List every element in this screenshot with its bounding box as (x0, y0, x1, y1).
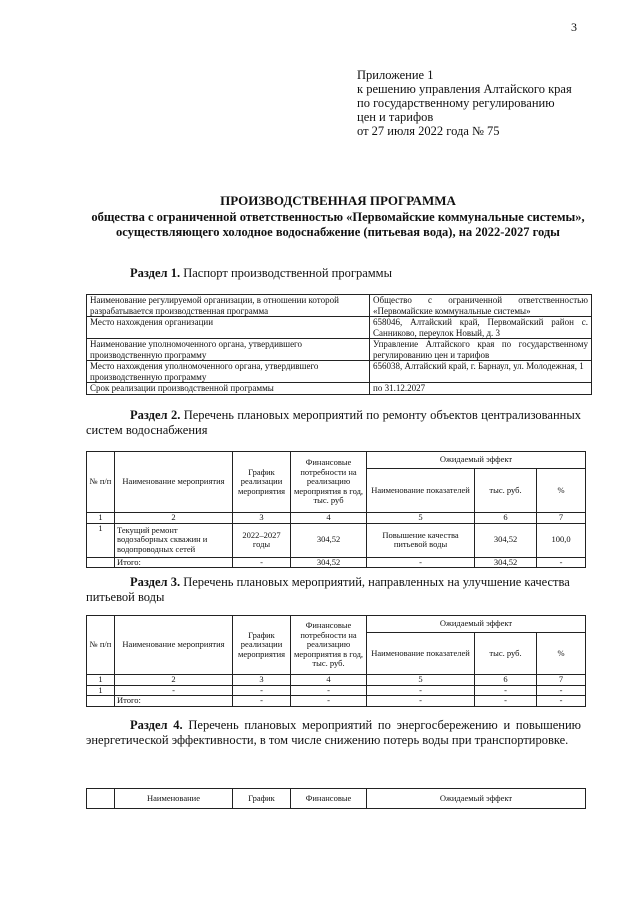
col-number: 5 (367, 513, 475, 524)
passport-value: Общество с ограниченной ответственностью «Первомайские коммунальные системы» (370, 295, 592, 317)
section3-heading (86, 575, 581, 605)
cell-num: 1 (87, 685, 115, 696)
col-header-effect: Ожидаемый эффект (367, 452, 586, 469)
section2-heading (86, 408, 581, 438)
document-title: ПРОИЗВОДСТВЕННАЯ ПРОГРАММА (220, 193, 456, 208)
col-header-finance: Финансовые потребности на реализацию мероприятия в год, тыс. руб. (291, 616, 367, 675)
col-header-name: Наименование мероприятия (115, 616, 233, 675)
section1-label: Раздел 1. (130, 266, 181, 280)
passport-value: Управление Алтайского края по государственному регулированию цен и тарифов (370, 339, 592, 361)
energy-saving-table (86, 788, 586, 809)
section2-label: Раздел 2. (130, 408, 181, 422)
cell-schedule: - (233, 557, 291, 568)
table-row (87, 383, 592, 395)
col-number-row (87, 513, 586, 524)
table-total-row (87, 696, 586, 707)
col-header-num (87, 789, 115, 809)
table-row (87, 317, 592, 339)
table-header-row (87, 616, 586, 633)
passport-value: 658046, Алтайский край, Первомайский район с. Санниково, переулок Новый, д. 3 (370, 317, 592, 339)
document-subtitle: общества с ограниченной ответственностью «Первомайские коммунальные системы», осуществляющего холодное водоснабжение (питьевая вода), на 2022-2027 годы (91, 210, 585, 239)
cell-indicators: Повышение качества питьевой воды (367, 523, 475, 557)
table-total-row (87, 557, 586, 568)
col-header-schedule: График (233, 789, 291, 809)
cell-finance: 304,52 (291, 557, 367, 568)
appendix-block (357, 68, 627, 138)
col-header-thousand: тыс. руб. (475, 469, 537, 513)
col-number: 4 (291, 675, 367, 686)
col-header-thousand: тыс. руб. (475, 633, 537, 675)
col-number: 7 (537, 513, 586, 524)
section1-text: Паспорт производственной программы (183, 266, 392, 280)
passport-value: по 31.12.2027 (370, 383, 592, 395)
cell-num (87, 696, 115, 707)
cell-percent: 100,0 (537, 523, 586, 557)
passport-name: Наименование уполномоченного органа, утвердившего производственную программу (87, 339, 370, 361)
col-header-num: № п/п (87, 616, 115, 675)
table-header-row (87, 789, 586, 809)
cell-thousand: - (475, 696, 537, 707)
cell-percent: - (537, 685, 586, 696)
col-header-finance: Финансовые потребности на реализацию мероприятия в год, тыс. руб (291, 452, 367, 513)
col-header-indicators: Наименование показателей (367, 633, 475, 675)
appendix-line: Приложение 1 (357, 68, 434, 82)
col-number: 7 (537, 675, 586, 686)
table-row (87, 361, 592, 383)
passport-name: Место нахождения уполномоченного органа, утвердившего производственную программу (87, 361, 370, 383)
cell-schedule: - (233, 696, 291, 707)
cell-thousand: 304,52 (475, 523, 537, 557)
col-header-indicators: Наименование показателей (367, 469, 475, 513)
col-header-percent: % (537, 469, 586, 513)
cell-thousand: - (475, 685, 537, 696)
col-number: 2 (115, 675, 233, 686)
cell-schedule: - (233, 685, 291, 696)
cell-finance: - (291, 696, 367, 707)
appendix-line: цен и тарифов (357, 110, 434, 124)
col-header-num: № п/п (87, 452, 115, 513)
col-number: 2 (115, 513, 233, 524)
cell-percent: - (537, 696, 586, 707)
col-header-name: Наименование (115, 789, 233, 809)
col-header-percent: % (537, 633, 586, 675)
col-number: 4 (291, 513, 367, 524)
water-quality-table (86, 615, 586, 707)
cell-finance: - (291, 685, 367, 696)
section2-text: Перечень плановых мероприятий по ремонту объектов централизованных систем водоснабжения (86, 408, 581, 437)
table-row (87, 685, 586, 696)
total-label: Итого: (115, 696, 233, 707)
repair-measures-table (86, 451, 586, 568)
col-number: 5 (367, 675, 475, 686)
col-number: 3 (233, 675, 291, 686)
col-header-name: Наименование мероприятия (115, 452, 233, 513)
col-number: 6 (475, 675, 537, 686)
cell-name: - (115, 685, 233, 696)
section1-heading (130, 266, 610, 281)
section4-text: Перечень плановых мероприятий по энергосбережению и повышению энергетической эффективности, в том числе снижению потерь воды при транспортировке. (86, 718, 582, 747)
passport-name: Срок реализации производственной программы (87, 383, 370, 395)
table-header-row (87, 452, 586, 469)
cell-num: 1 (87, 523, 115, 557)
col-header-finance: Финансовые (291, 789, 367, 809)
cell-name: Текущий ремонт водозаборных скважин и водопроводных сетей (115, 523, 233, 557)
cell-indicators: - (367, 685, 475, 696)
table-row (87, 523, 586, 557)
cell-thousand: 304,52 (475, 557, 537, 568)
passport-name: Наименование регулируемой организации, в отношении которой разрабатывается производственная программа (87, 295, 370, 317)
passport-name: Место нахождения организации (87, 317, 370, 339)
total-label: Итого: (115, 557, 233, 568)
cell-indicators: - (367, 557, 475, 568)
col-number: 1 (87, 513, 115, 524)
appendix-line: от 27 июля 2022 года № 75 (357, 124, 500, 138)
section3-label: Раздел 3. (130, 575, 181, 589)
cell-schedule: 2022–2027 годы (233, 523, 291, 557)
col-number-row (87, 675, 586, 686)
col-header-effect: Ожидаемый эффект (367, 616, 586, 633)
section3-text: Перечень плановых мероприятий, направленных на улучшение качества питьевой воды (86, 575, 570, 604)
passport-value: 656038, Алтайский край, г. Барнаул, ул. Молодежная, 1 (370, 361, 592, 383)
passport-table (86, 294, 592, 395)
section4-heading (86, 718, 581, 748)
appendix-line: по государственному регулированию (357, 96, 555, 110)
cell-finance: 304,52 (291, 523, 367, 557)
appendix-line: к решению управления Алтайского края (357, 82, 572, 96)
page-number: 3 (571, 20, 577, 34)
cell-percent: - (537, 557, 586, 568)
col-header-schedule: График реализации мероприятия (233, 616, 291, 675)
col-number: 3 (233, 513, 291, 524)
col-header-schedule: График реализации мероприятия (233, 452, 291, 513)
table-row (87, 295, 592, 317)
cell-indicators: - (367, 696, 475, 707)
section4-label: Раздел 4. (130, 718, 183, 732)
table-row (87, 339, 592, 361)
col-number: 6 (475, 513, 537, 524)
cell-num (87, 557, 115, 568)
col-number: 1 (87, 675, 115, 686)
col-header-effect: Ожидаемый эффект (367, 789, 586, 809)
